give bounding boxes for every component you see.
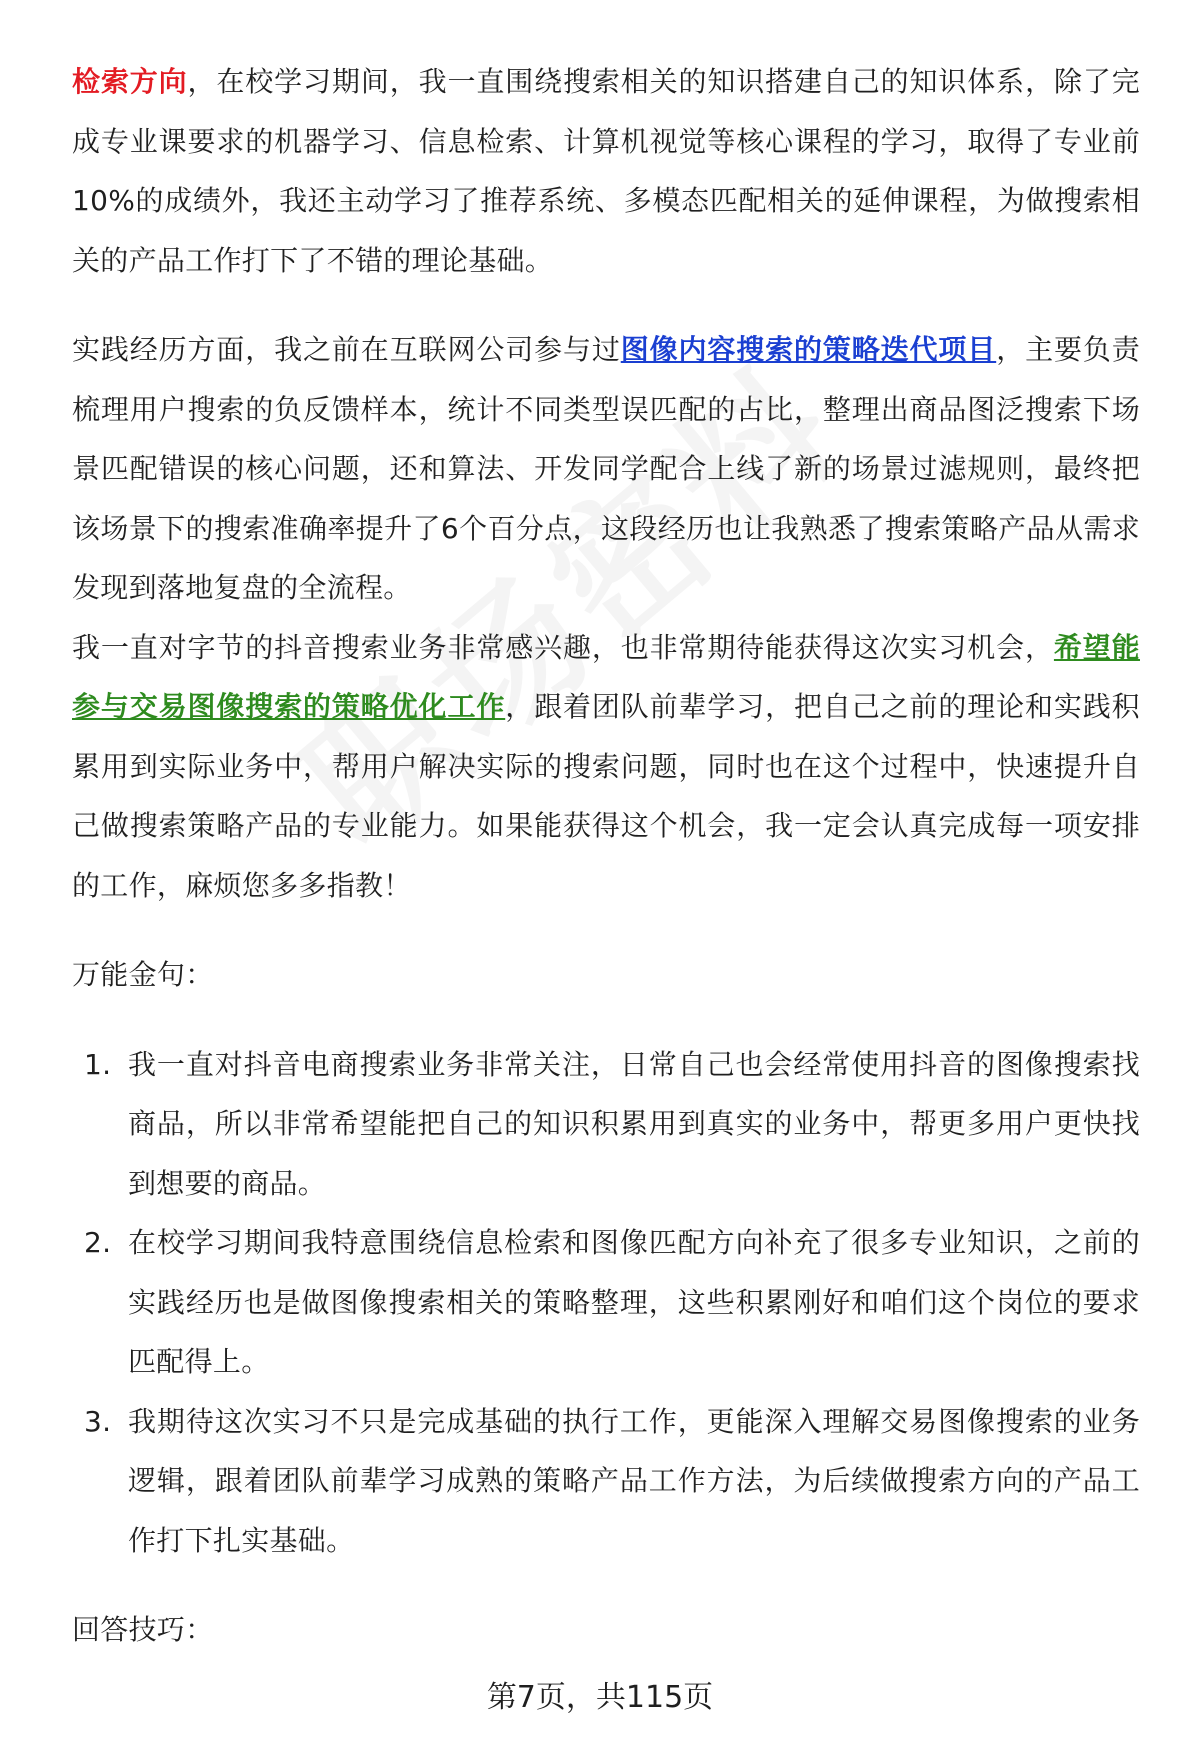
practice-after: ，主要负责梳理用户搜索的负反馈样本，统计不同类型误匹配的占比，整理出商品图泛搜索下场景匹配错误的核心问题，还和算法、开发同学配合上线了新的场景过滤规则，最终把该场景下的搜索准确率提升了6个百分点，这段经历也让我熟悉了搜索策略产品从需求发现到落地复盘的全流程。 — [72, 333, 1141, 604]
intro-paragraph — [72, 52, 1140, 290]
list-item — [72, 1035, 1140, 1214]
list-number: 3. — [84, 1404, 112, 1438]
list-item — [72, 1213, 1140, 1392]
intro-highlight: 检索方向 — [72, 65, 188, 98]
interest-before: 我一直对字节的抖音搜索业务非常感兴趣，也非常期待能获得这次实习机会， — [72, 630, 1054, 664]
golden-heading: 万能金句： — [72, 958, 214, 991]
list-number: 2. — [84, 1226, 112, 1259]
golden-list — [72, 1035, 1140, 1571]
document-body — [72, 52, 1140, 1660]
interest-paragraph — [72, 618, 1140, 916]
list-text: 我一直对抖音电商搜索业务非常关注，日常自己也会经常使用抖音的图像搜索找商品，所以非常希望能把自己的知识积累用到真实的业务中，帮更多用户更快找到想要的商品。 — [128, 1047, 1140, 1200]
list-number: 1. — [84, 1047, 112, 1081]
list-text: 我期待这次实习不只是完成基础的执行工作，更能深入理解交易图像搜索的业务逻辑，跟着团队前辈学习成熟的策略产品工作方法，为后续做搜索方向的产品工作打下扎实基础。 — [128, 1404, 1140, 1557]
list-text: 在校学习期间我特意围绕信息检索和图像匹配方向补充了很多专业知识，之前的实践经历也是做图像搜索相关的策略整理，这些积累刚好和咱们这个岗位的要求匹配得上。 — [128, 1226, 1140, 1378]
page-number: 第7页，共115页 — [486, 1680, 714, 1715]
list-item — [72, 1392, 1140, 1571]
practice-project-link[interactable]: 图像内容搜索的策略迭代项目 — [620, 333, 997, 366]
practice-paragraph — [72, 320, 1140, 618]
interest-after: ，跟着团队前辈学习，把自己之前的理论和实践积累用到实际业务中，帮用户解决实际的搜索问题，同时也在这个过程中，快速提升自己做搜索策略产品的专业能力。如果能获得这个机会，我一定会认真完成每一项安排的工作，麻烦您多多指教！ — [72, 690, 1140, 902]
intro-text: ，在校学习期间，我一直围绕搜索相关的知识搭建自己的知识体系，除了完成专业课要求的机器学习、信息检索、计算机视觉等核心课程的学习，取得了专业前10%的成绩外，我还主动学习了推荐系统、多模态匹配相关的延伸课程，为做搜索相关的产品工作打下了不错的理论基础。 — [72, 65, 1141, 277]
practice-before: 实践经历方面，我之前在互联网公司参与过 — [72, 333, 621, 366]
interest-goal-link[interactable]: 希望能参与交易图像搜索的策略优化工作 — [72, 630, 1140, 723]
tips-heading: 回答技巧： — [72, 1613, 214, 1646]
